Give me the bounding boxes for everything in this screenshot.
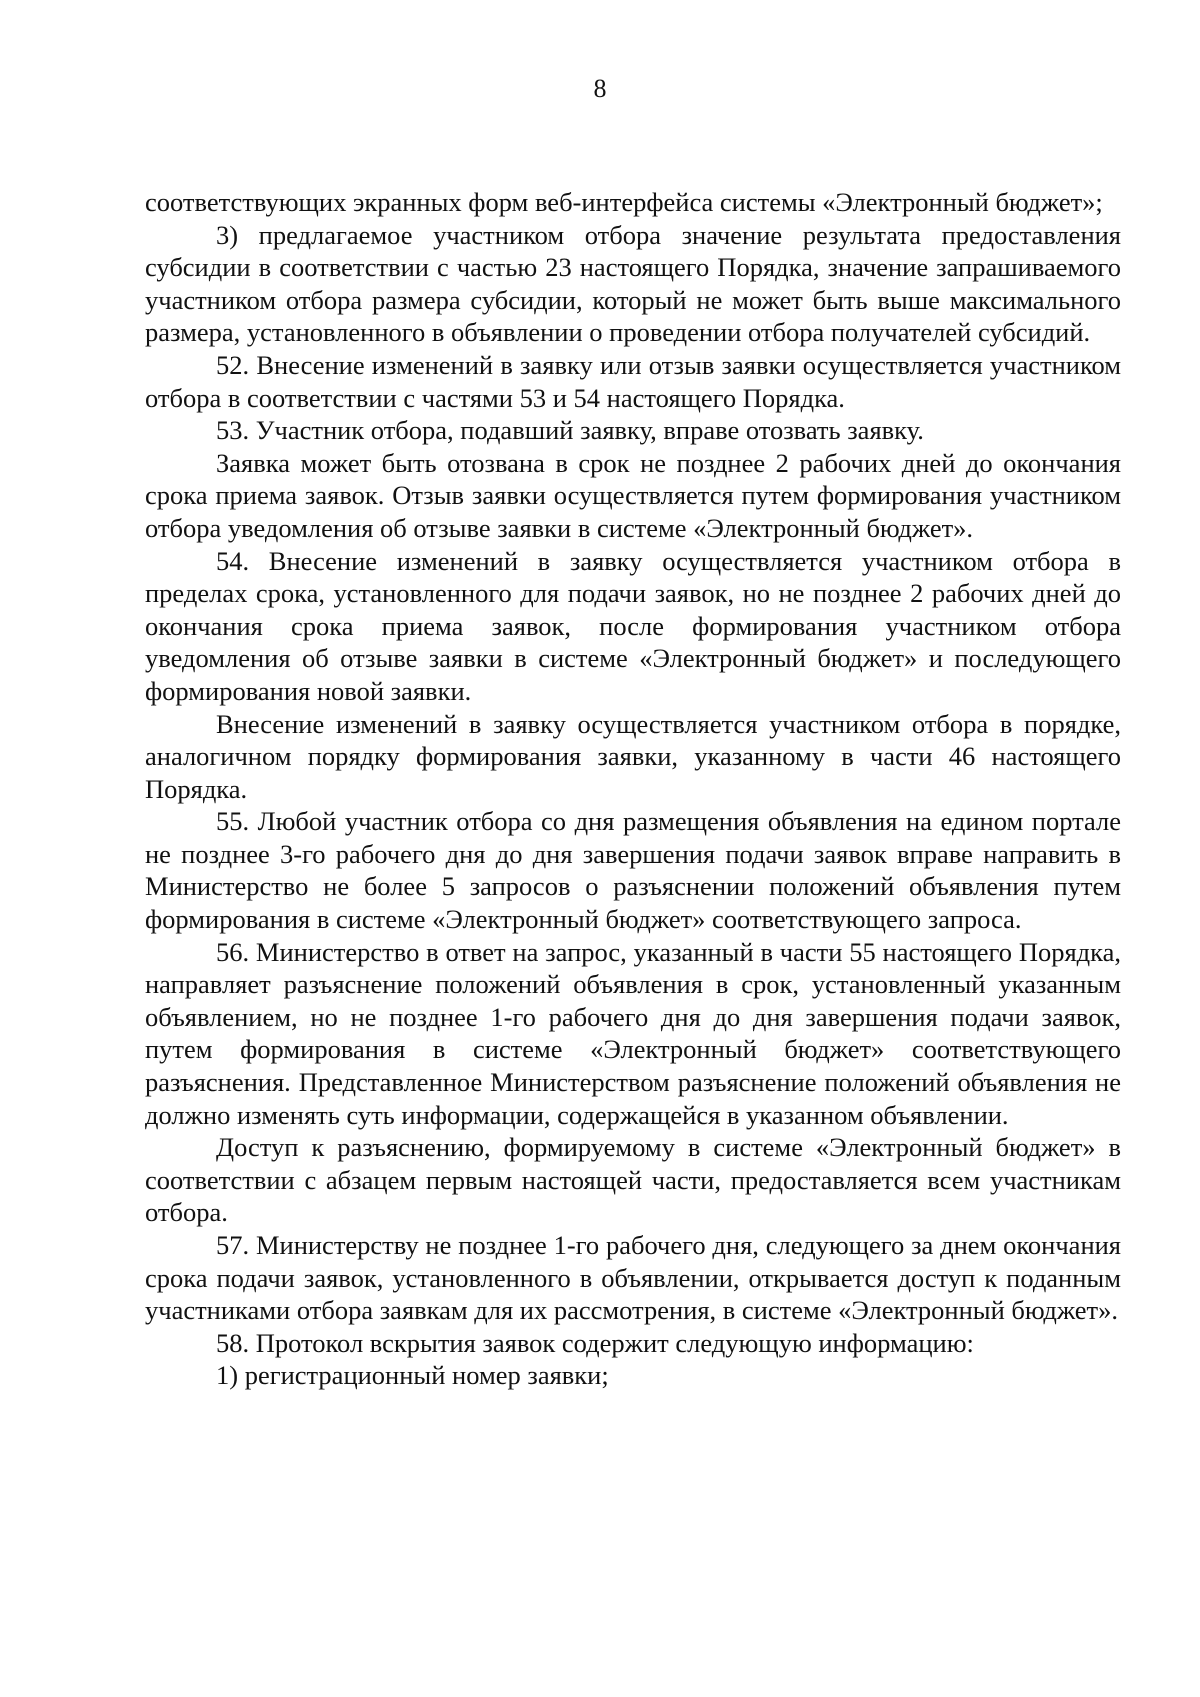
- page-number: 8: [593, 74, 607, 103]
- document-body: [145, 186, 1121, 1392]
- paragraph: 3) предлагаемое участником отбора значение результата предоставления субсидии в соответствии с частью 23 настоящего Порядка, значение запрашиваемого участником отбора размера субсидии, который не может быть выше максимального размера, установленного в объявлении о проведении отбора получателей субсидий.: [145, 219, 1121, 348]
- paragraph: 54. Внесение изменений в заявку осуществляется участником отбора в пределах срока, установленного для подачи заявок, но не позднее 2 рабочих дней до окончания срока приема заявок, после формирования участником отбора уведомления об отзыве заявки в системе «Электронный бюджет» и последующего формирования новой заявки.: [145, 545, 1121, 706]
- paragraph: соответствующих экранных форм веб-интерфейса системы «Электронный бюджет»;: [145, 187, 1103, 217]
- paragraph: 1) регистрационный номер заявки;: [216, 1360, 609, 1391]
- paragraph: Заявка может быть отозвана в срок не позднее 2 рабочих дней до окончания срока приема заявок. Отзыв заявки осуществляется путем формирования участником отбора уведомления об отзыве заявки в системе «Электронный бюджет».: [145, 447, 1121, 543]
- paragraph: 55. Любой участник отбора со дня размещения объявления на едином портале не позднее 3-го рабочего дня до дня завершения подачи заявок вправе направить в Министерство не более 5 запросов о разъяснении положений объявления путем формирования в системе «Электронный бюджет» соответствующего запроса.: [145, 806, 1121, 935]
- paragraph: Внесение изменений в заявку осуществляется участником отбора в порядке, аналогичном порядку формирования заявки, указанному в части 46 настоящего Порядка.: [145, 708, 1121, 804]
- paragraph: 58. Протокол вскрытия заявок содержит следующую информацию:: [216, 1327, 974, 1358]
- paragraph: 57. Министерству не позднее 1-го рабочего дня, следующего за днем окончания срока подачи заявок, установленного в объявлении, открывается доступ к поданным участниками отбора заявкам для их рассмотрения, в системе «Электронный бюджет».: [145, 1230, 1121, 1326]
- paragraph: 53. Участник отбора, подавший заявку, вправе отозвать заявку.: [216, 415, 924, 446]
- paragraph: Доступ к разъяснению, формируемому в системе «Электронный бюджет» в соответствии с абзацем первым настоящей части, предоставляется всем участникам отбора.: [145, 1132, 1121, 1228]
- paragraph: 52. Внесение изменений в заявку или отзыв заявки осуществляется участником отбора в соответствии с частями 53 и 54 настоящего Порядка.: [145, 349, 1121, 413]
- paragraph: 56. Министерство в ответ на запрос, указанный в части 55 настоящего Порядка, направляет разъяснение положений объявления в срок, установленный указанным объявлением, но не позднее 1-го рабочего дня до дня завершения подачи заявок, путем формирования в системе «Электронный бюджет» соответствующего разъяснения. Представленное Министерством разъяснение положений объявления не должно изменять суть информации, содержащейся в указанном объявлении.: [145, 936, 1121, 1130]
